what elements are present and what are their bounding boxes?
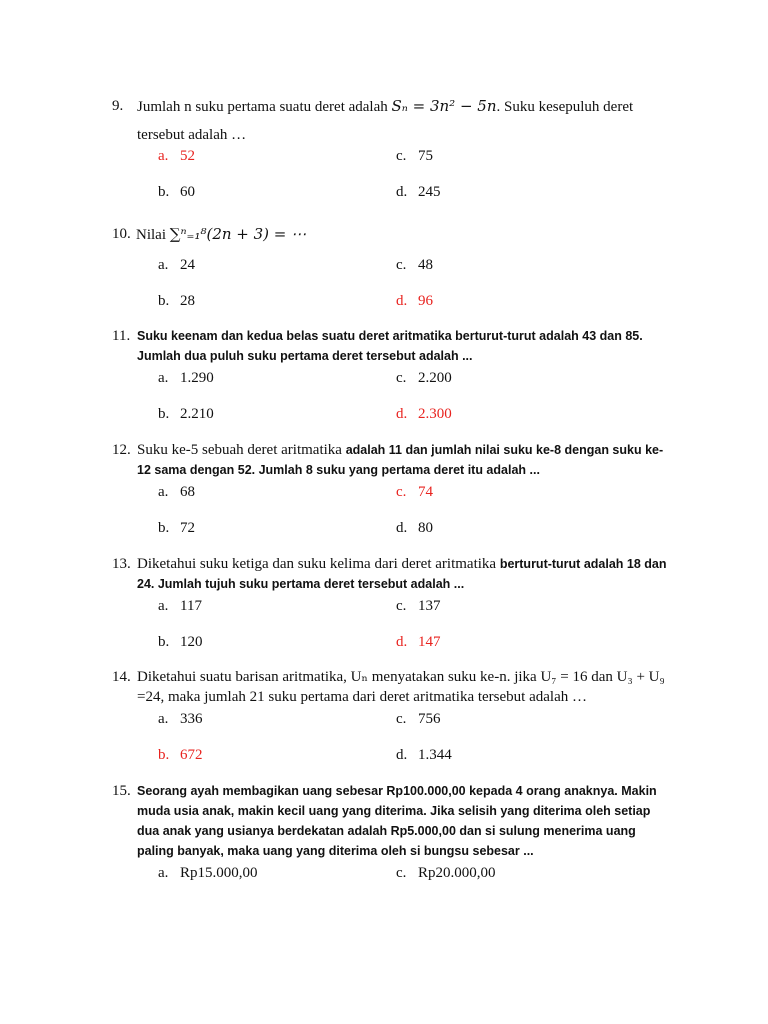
option-c[interactable]: c. 48	[396, 257, 433, 273]
question-stem: Diketahui suku ketiga dan suku kelima dari deret aritmatika berturut-turut adalah 18 dan 24. Jumlah tujuh suku pertama deret tersebut adalah ...	[137, 556, 667, 591]
options	[158, 368, 672, 440]
question-stem: Suku ke-5 sebuah deret aritmatika adalah 11 dan jumlah nilai suku ke-8 dengan suku ke-12 sama dengan 52. Jumlah 8 suku yang pertama deret itu adalah ...	[137, 442, 664, 477]
question-12	[112, 440, 672, 554]
question-13	[112, 554, 672, 668]
option-a[interactable]: a. 68	[158, 484, 195, 500]
option-a[interactable]: a. 117	[158, 598, 202, 614]
option-b[interactable]: b. 672	[158, 747, 203, 763]
question-number: 15.	[112, 783, 131, 799]
formula: Sₙ = 3n² − 5n	[391, 97, 497, 115]
question-9	[112, 96, 672, 218]
question-stem: Suku keenam dan kedua belas suatu deret aritmatika berturut-turut adalah 43 dan 85. Jumlah dua puluh suku pertama deret tersebut adalah ...	[137, 329, 643, 363]
question-number: 12.	[112, 442, 131, 458]
question-14	[112, 667, 672, 781]
option-b[interactable]: b. 60	[158, 184, 195, 200]
option-b[interactable]: b. 120	[158, 634, 203, 650]
option-b[interactable]: b. 2.210	[158, 406, 214, 422]
option-a[interactable]: a. 24	[158, 257, 195, 273]
option-a[interactable]: a. 52	[158, 148, 195, 164]
options	[158, 146, 672, 218]
option-c[interactable]: c. 75	[396, 148, 433, 164]
option-d[interactable]: d. 80	[396, 520, 433, 536]
option-c[interactable]: c. 756	[396, 711, 441, 727]
question-stem: Nilai ∑ⁿ₌₁⁸(2n + 3) = ⋯	[136, 225, 307, 243]
question-number: 11.	[112, 328, 131, 344]
option-b[interactable]: b. 28	[158, 293, 195, 309]
option-d[interactable]: d. 245	[396, 184, 441, 200]
question-number: 9.	[112, 98, 124, 114]
question-number: 14.	[112, 669, 131, 685]
formula: ∑ⁿ₌₁⁸(2n + 3) = ⋯	[169, 225, 307, 243]
options	[158, 255, 672, 327]
question-stem: Diketahui suatu barisan aritmatika, Uₙ menyatakan suku ke-n. jika U₇ = 16 dan U₃ + U₉ =24, maka jumlah 21 suku pertama dari deret aritmatika tersebut adalah …	[137, 669, 665, 705]
options	[158, 863, 672, 935]
option-b[interactable]: b. 72	[158, 520, 195, 536]
options	[158, 596, 672, 668]
question-11	[112, 326, 672, 440]
question-10	[112, 224, 672, 327]
option-d[interactable]: d. 2.300	[396, 406, 452, 422]
option-a[interactable]: a. 336	[158, 711, 203, 727]
option-a[interactable]: a. Rp15.000,00	[158, 865, 258, 881]
option-c[interactable]: c. 74	[396, 484, 433, 500]
question-15	[112, 781, 672, 935]
question-number: 10.	[112, 226, 131, 242]
option-a[interactable]: a. 1.290	[158, 370, 214, 386]
question-stem: Seorang ayah membagikan uang sebesar Rp100.000,00 kepada 4 orang anaknya. Makin muda usia anak, makin kecil uang yang diterima. Jika selisih yang diterima oleh setiap dua anak yang usianya berdekatan adalah Rp5.000,00 dan si sulung menerima uang paling banyak, maka uang yang diterima oleh si bungsu sebesar ...	[137, 784, 657, 858]
option-d[interactable]: d. 96	[396, 293, 433, 309]
options	[158, 709, 672, 781]
question-number: 13.	[112, 556, 131, 572]
options	[158, 482, 672, 554]
option-d[interactable]: d. 1.344	[396, 747, 452, 763]
option-c[interactable]: c. Rp20.000,00	[396, 865, 496, 881]
option-c[interactable]: c. 137	[396, 598, 441, 614]
question-stem: Jumlah n suku pertama suatu deret adalah Sₙ = 3n² − 5n. Suku kesepuluh deret tersebut adalah …	[137, 97, 634, 143]
option-c[interactable]: c. 2.200	[396, 370, 452, 386]
option-d[interactable]: d. 147	[396, 634, 441, 650]
